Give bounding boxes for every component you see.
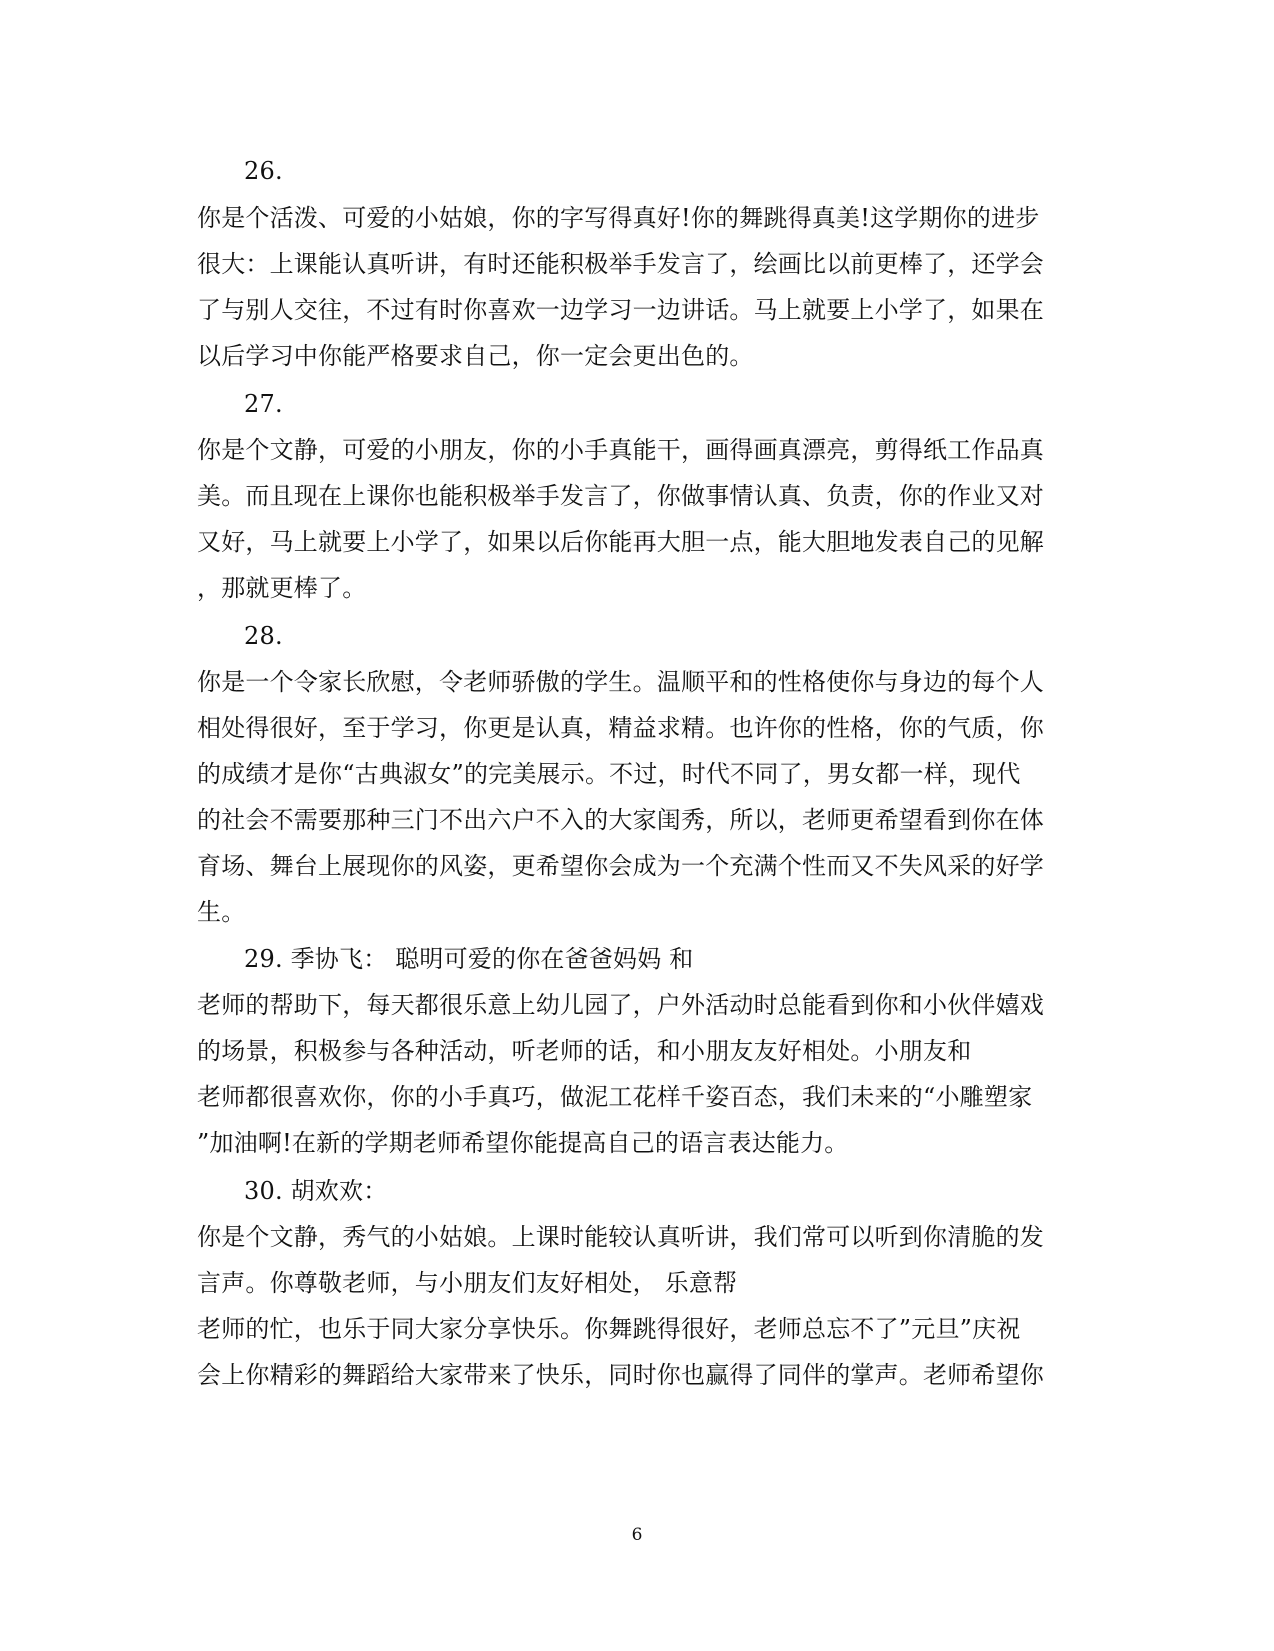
text-line: 你是个文静，可爱的小朋友，你的小手真能干，画得画真漂亮，剪得纸工作品真 — [197, 436, 1044, 464]
text-line: 的社会不需要那种三门不出六户不入的大家闺秀，所以，老师更希望看到你在体 — [197, 806, 1044, 834]
text-line: 生。 — [197, 898, 246, 926]
text-line: 美。而且现在上课你也能积极举手发言了，你做事情认真、负责，你的作业又对 — [197, 482, 1044, 510]
item-number-30: 30. 胡欢欢： — [244, 1177, 388, 1205]
text-line: 又好，马上就要上小学了，如果以后你能再大胆一点，能大胆地发表自己的见解 — [197, 528, 1044, 556]
item-number-27: 27. — [244, 390, 283, 418]
text-line: 相处得很好，至于学习，你更是认真，精益求精。也许你的性格，你的气质，你 — [197, 714, 1044, 742]
text-line: ，那就更棒了。 — [197, 574, 367, 602]
text-line: 老师都很喜欢你，你的小手真巧，做泥工花样千姿百态，我们未来的“小雕塑家 — [197, 1083, 1033, 1111]
text-line: 会上你精彩的舞蹈给大家带来了快乐，同时你也赢得了同伴的掌声。老师希望你 — [197, 1361, 1044, 1389]
text-line: 的成绩才是你“古典淑女”的完美展示。不过，时代不同了，男女都一样，现代 — [197, 760, 1021, 788]
text-line: 育场、舞台上展现你的风姿，更希望你会成为一个充满个性而又不失风采的好学 — [197, 852, 1044, 880]
text-line: 了与别人交往，不过有时你喜欢一边学习一边讲话。马上就要上小学了，如果在 — [197, 296, 1044, 324]
text-line: 很大：上课能认真听讲，有时还能积极举手发言了，绘画比以前更棒了，还学会 — [197, 250, 1044, 278]
item-number-29: 29. 季协飞： 聪明可爱的你在爸爸妈妈 和 — [244, 945, 694, 973]
item-number-26: 26. — [244, 157, 283, 185]
text-line: 你是一个令家长欣慰，令老师骄傲的学生。温顺平和的性格使你与身边的每个人 — [197, 668, 1044, 696]
text-line: 以后学习中你能严格要求自己，你一定会更出色的。 — [197, 342, 754, 370]
text-line: 你是个活泼、可爱的小姑娘，你的字写得真好!你的舞跳得真美!这学期你的进步 — [197, 204, 1040, 232]
page-number: 6 — [631, 1525, 643, 1545]
text-line: 的场景，积极参与各种活动，听老师的话，和小朋友友好相处。小朋友和 — [197, 1037, 972, 1065]
text-line: 老师的帮助下，每天都很乐意上幼儿园了，户外活动时总能看到你和小伙伴嬉戏 — [197, 991, 1044, 1019]
text-line: ”加油啊!在新的学期老师希望你能提高自己的语言表达能力。 — [197, 1129, 849, 1157]
text-line: 老师的忙，也乐于同大家分享快乐。你舞跳得很好，老师总忘不了”元旦”庆祝 — [197, 1315, 1021, 1343]
text-line: 你是个文静，秀气的小姑娘。上课时能较认真听讲，我们常可以听到你清脆的发 — [197, 1223, 1044, 1251]
text-line: 言声。你尊敬老师，与小朋友们友好相处， 乐意帮 — [197, 1269, 738, 1297]
item-number-28: 28. — [244, 622, 283, 650]
